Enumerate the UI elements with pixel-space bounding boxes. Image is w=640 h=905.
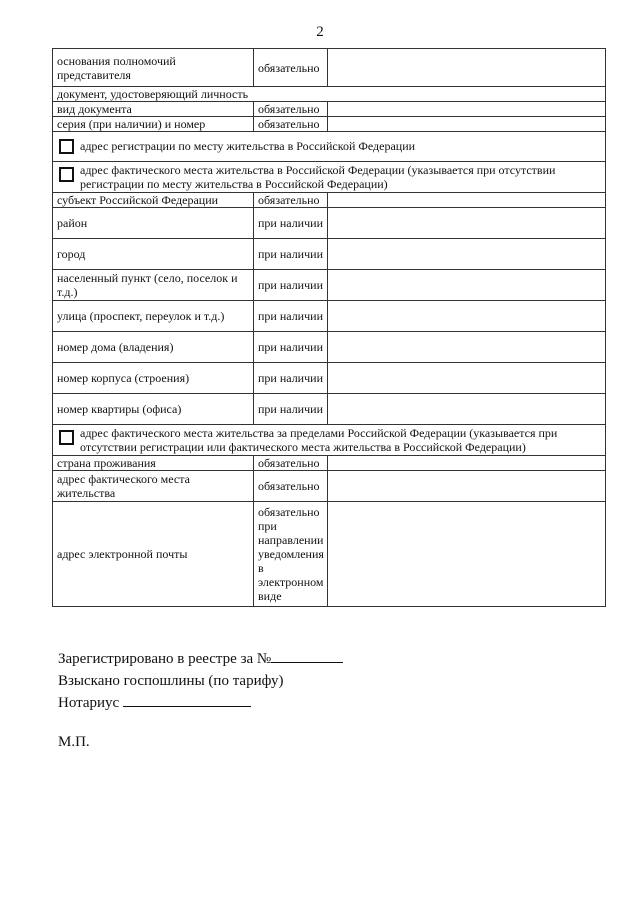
field-requirement: обязательно (254, 49, 328, 87)
field-requirement: при наличии (254, 301, 328, 332)
stamp-label: М.П. (58, 734, 90, 750)
checkbox-label: адрес фактического места жительства в Российской Федерации (указывается при отсутствии регистрации по месту жительства в Российской Федерации) (80, 163, 556, 191)
field-requirement: при наличии (254, 332, 328, 363)
notary-signature-blank[interactable] (123, 692, 251, 707)
table-row (53, 456, 606, 471)
checkbox-label: адрес регистрации по месту жительства в Российской Федерации (80, 138, 416, 153)
field-label: населенный пункт (село, поселок и т.д.) (53, 270, 254, 301)
field-requirement: при наличии (254, 208, 328, 239)
table-row (53, 239, 606, 270)
field-requirement: обязательно (254, 117, 328, 132)
checkbox-icon[interactable] (59, 139, 74, 154)
field-requirement: обязательно (254, 193, 328, 208)
table-row (53, 193, 606, 208)
field-label: номер квартиры (офиса) (53, 394, 254, 425)
field-value-input[interactable] (328, 239, 606, 270)
section-label: документ, удостоверяющий личность (53, 87, 606, 102)
field-requirement: обязательно (254, 102, 328, 117)
checkbox-icon[interactable] (59, 167, 74, 182)
registration-footer (58, 648, 343, 714)
checkbox-row (53, 425, 606, 456)
table-row (53, 363, 606, 394)
field-value-input[interactable] (328, 502, 606, 607)
field-requirement: обязательно (254, 456, 328, 471)
checkbox-row (53, 162, 606, 193)
section-row (53, 87, 606, 102)
table-row (53, 394, 606, 425)
table-row (53, 301, 606, 332)
table-row (53, 208, 606, 239)
field-value-input[interactable] (328, 394, 606, 425)
table-row (53, 270, 606, 301)
field-value-input[interactable] (328, 102, 606, 117)
field-label: номер корпуса (строения) (53, 363, 254, 394)
notary-form-table (52, 48, 606, 607)
fee-label: Взыскано госпошлины (по тарифу) (58, 673, 284, 689)
field-value-input[interactable] (328, 49, 606, 87)
table-row (53, 49, 606, 87)
registry-number-blank[interactable] (271, 648, 343, 663)
checkbox-label: адрес фактического места жительства за пределами Российской Федерации (указывается при отсутствии регистрации или фактического места жительства в Российской Федерации) (80, 426, 558, 454)
page-number: 2 (316, 24, 324, 40)
table-row (53, 117, 606, 132)
field-label: район (53, 208, 254, 239)
checkbox-row (53, 132, 606, 162)
field-label: субъект Российской Федерации (53, 193, 254, 208)
field-label: серия (при наличии) и номер (53, 117, 254, 132)
field-label: адрес фактического места жительства (53, 471, 254, 502)
field-value-input[interactable] (328, 270, 606, 301)
field-label: адрес электронной почты (53, 502, 254, 607)
field-requirement: при наличии (254, 363, 328, 394)
field-value-input[interactable] (328, 363, 606, 394)
field-requirement: при наличии (254, 239, 328, 270)
field-label: основания полномочий представителя (53, 49, 254, 87)
field-requirement: при наличии (254, 394, 328, 425)
field-value-input[interactable] (328, 301, 606, 332)
table-row (53, 102, 606, 117)
table-row (53, 502, 606, 607)
table-row (53, 332, 606, 363)
field-label: страна проживания (53, 456, 254, 471)
field-requirement: обязательно при направлении уведомления в электронном виде (254, 502, 328, 607)
field-label: номер дома (владения) (53, 332, 254, 363)
field-value-input[interactable] (328, 117, 606, 132)
registry-line (58, 648, 343, 670)
notary-line (58, 692, 343, 714)
field-label: город (53, 239, 254, 270)
field-value-input[interactable] (328, 193, 606, 208)
field-label: улица (проспект, переулок и т.д.) (53, 301, 254, 332)
field-value-input[interactable] (328, 456, 606, 471)
field-requirement: обязательно (254, 471, 328, 502)
field-value-input[interactable] (328, 332, 606, 363)
notary-label: Нотариус (58, 695, 120, 711)
field-value-input[interactable] (328, 471, 606, 502)
field-value-input[interactable] (328, 208, 606, 239)
table-row (53, 471, 606, 502)
field-requirement: при наличии (254, 270, 328, 301)
registered-label: Зарегистрировано в реестре за № (58, 651, 272, 667)
checkbox-icon[interactable] (59, 430, 74, 445)
field-label: вид документа (53, 102, 254, 117)
